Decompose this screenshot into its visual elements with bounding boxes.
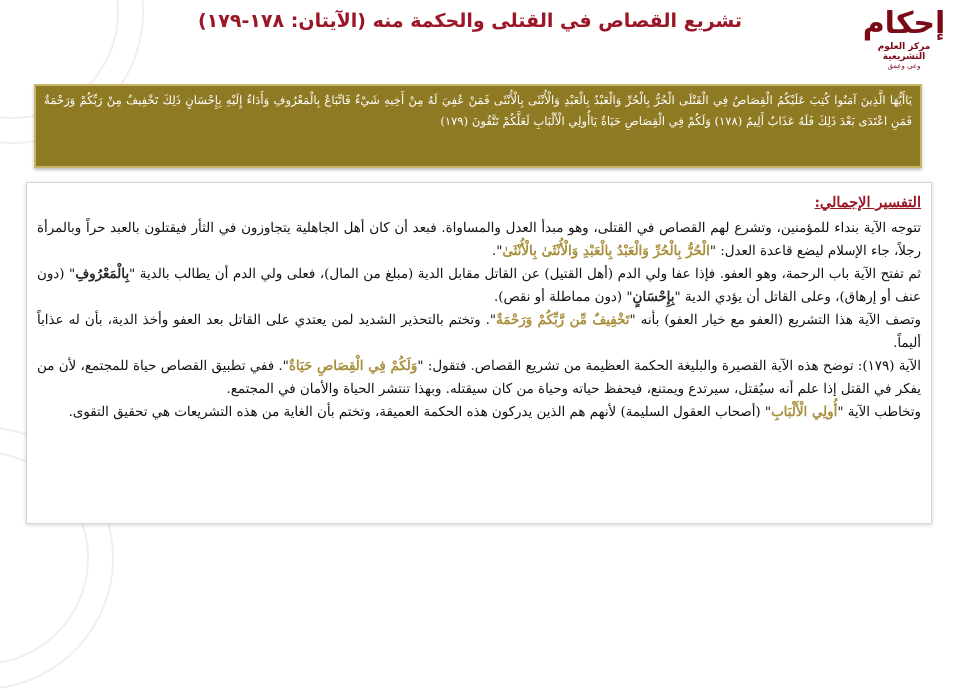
tafsir-paragraph-2 — [37, 263, 921, 309]
p4-quote: وَلَكُمْ فِي الْقِصَاصِ حَيَاةٌ — [288, 358, 418, 374]
page-title: تشريع القصاص في القتلى والحكمة منه (الآيتان: ١٧٨-١٧٩) — [197, 10, 743, 32]
p2-quote-1: بِالْمَعْرُوفِ — [75, 266, 130, 282]
tafsir-box — [26, 182, 932, 524]
p3-quote: تَخْفِيفٌ مِّن رَّبِّكُمْ وَرَحْمَةٌ — [496, 312, 630, 328]
p2-c: " (دون مماطلة أو نقص). — [494, 290, 633, 305]
p4-b: ". ففي تطبيق القصاص حياة للمجتمع، لأن من يفكر في القتل إذا علم أنه سيُقتل، سيرتدع ويمتنع، فيحفظ حياته وحياة من كان سيقتله. وبهذا تنتشر الحياة والأمان في المجتمع. — [37, 359, 921, 397]
tafsir-paragraph-4 — [37, 355, 921, 401]
p2-a: ثم تفتح الآية باب الرحمة، وهو العفو. فإذا عفا ولي الدم (أهل القتيل) عن القاتل مقابل الدية (مبلغ من المال)، فعلى ولي الدم أن يطالب بالدية " — [129, 267, 922, 282]
logo-name: إحكام — [862, 6, 946, 41]
p1-quote: الْحُرُّ بِالْحُرِّ وَالْعَبْدُ بِالْعَبْدِ وَالْأُنْثَىٰ بِالْأُنْثَىٰ — [502, 243, 710, 259]
p2-b: " (دون عنف أو إرهاق)، وعلى القاتل أن يؤدي الدية " — [37, 267, 921, 305]
p1-text: تتوجه الآية بنداء للمؤمنين، وتشرع لهم القصاص في القتلى، وهو مبدأ العدل والمساواة. فبعد أن كان أهل الجاهلية يتجاوزون في الثأر فيقتلون بالعبد حراً وبالمرأة رجلاً، جاء الإسلام ليضع قاعدة العدل: " — [37, 221, 921, 259]
verse-text: يَاأَيُّهَا الَّذِينَ آمَنُوا كُتِبَ عَلَيْكُمُ الْقِصَاصُ فِي الْقَتْلَى الْحُرُّ بِالْحُرِّ وَالْعَبْدُ بِالْعَبْدِ وَالْأُنْثَى بِالْأُنْثَى فَمَنْ عُفِيَ لَهُ مِنْ أَخِيهِ شَيْءٌ فَاتِّبَاعٌ بِالْمَعْرُوفِ وَأَدَاءٌ إِلَيْهِ بِإِحْسَانٍ ذَلِكَ تَخْفِيفٌ مِنْ رَبِّكُمْ وَرَحْمَةٌ فَمَنِ اعْتَدَى بَعْدَ ذَلِكَ فَلَهُ عَذَابٌ أَلِيمٌ (١٧٨) وَلَكُمْ فِي الْقِصَاصِ حَيَاةٌ يَاأُولِي الْأَلْبَابِ لَعَلَّكُمْ تَتَّقُونَ (١٧٩) — [44, 93, 912, 128]
logo-tagline: وعي وعمق — [887, 62, 921, 70]
p2-quote-2: بِإِحْسَانٍ — [632, 289, 675, 305]
logo-subtitle: مركز العلوم التشريعية — [877, 42, 931, 62]
verse-box — [34, 84, 922, 168]
logo — [860, 6, 948, 76]
p5-a: وتخاطب الآية " — [837, 405, 921, 420]
p5-quote: أُولِي الْأَلْبَابِ — [771, 404, 838, 420]
p5-b: " (أصحاب العقول السليمة) لأنهم هم الذين يدركون هذه الحكمة العميقة، وتختم بأن الغاية من هذه التشريعات هي تحقيق التقوى. — [68, 405, 772, 420]
tafsir-paragraph-3 — [37, 309, 921, 355]
tafsir-heading: التفسير الإجمالي: — [814, 194, 921, 211]
tafsir-paragraph-1 — [37, 217, 921, 263]
tafsir-paragraph-5 — [37, 401, 921, 424]
p1-end: ". — [492, 244, 503, 259]
logo-mark-icon — [860, 6, 948, 44]
p3-b: ". وتختم بالتحذير الشديد لمن يعتدي على القاتل بعد العفو وأخذ الدية، بأن له عذاباً أليماً. — [37, 313, 921, 351]
p3-a: وتصف الآية هذا التشريع (العفو مع خيار العفو) بأنه " — [629, 313, 921, 328]
p4-a: الآية (١٧٩): توضح هذه الآية القصيرة والبليغة الحكمة العظيمة من تشريع القصاص. فتقول: " — [417, 359, 922, 374]
